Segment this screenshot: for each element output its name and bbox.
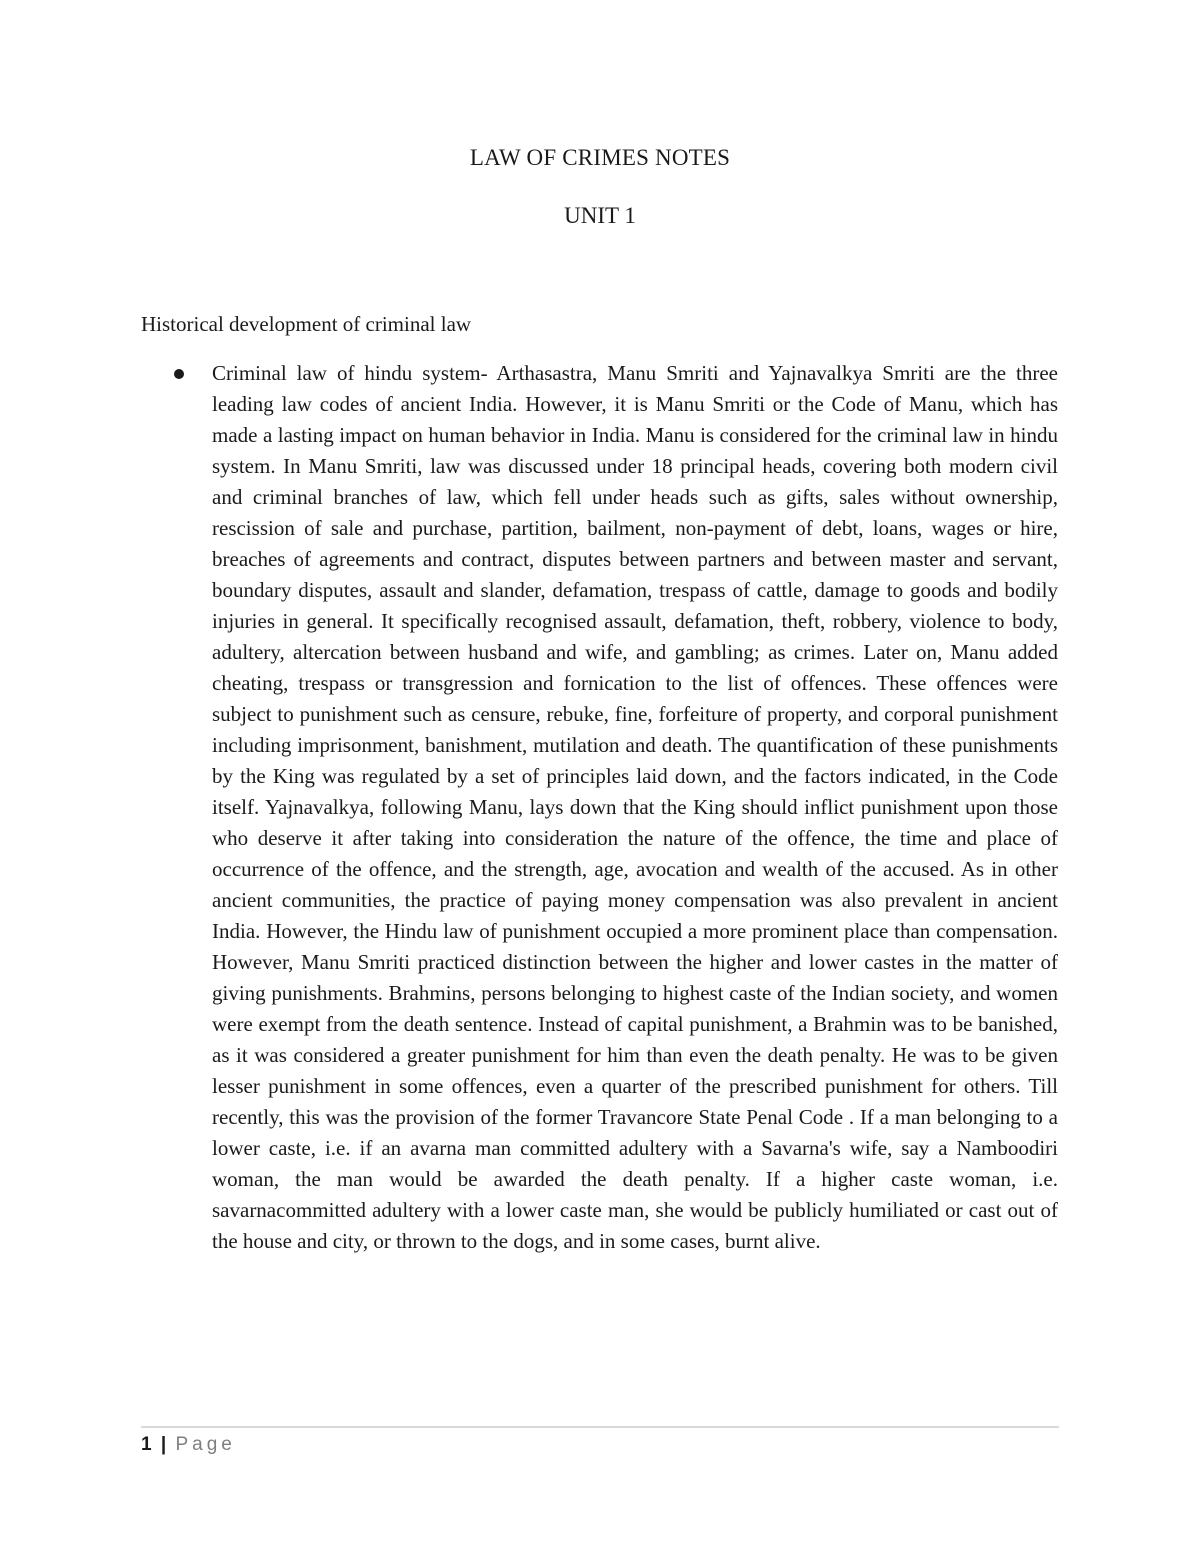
page-label: Page [175, 1434, 236, 1455]
document-title: LAW OF CRIMES NOTES [469, 145, 731, 170]
footer-divider [141, 1426, 1059, 1428]
footer-separator: | [160, 1434, 167, 1455]
unit-heading: UNIT 1 [564, 203, 636, 228]
page-number: 1 [141, 1434, 152, 1455]
bullet-paragraph: Criminal law of hindu system- Arthasastra, Manu Smriti and Yajnavalkya Smriti are the three leading law codes of ancient India. However, it is Manu Smriti or the Code of Manu, which has made a lasting impact on human behavior in India. Manu is considered for the criminal law in hindu system. In Manu Smriti, law was discussed under 18 principal heads, covering both modern civil and criminal branches of law, which fell under heads such as gifts, sales without ownership, rescission of sale and purchase, partition, bailment, non-payment of debt, loans, wages or hire, breaches of agreements and contract, disputes between partners and between master and servant, boundary disputes, assault and slander, defamation, trespass of cattle, damage to goods and bodily injuries in general. It specifically recognised assault, defamation, theft, robbery, violence to body, adultery, altercation between husband and wife, and gambling; as crimes. Later on, Manu added cheating, trespass or transgression and fornication to the list of offences. These offences were subject to punishment such as censure, rebuke, fine, forfeiture of property, and corporal punishment including imprisonment, banishment, mutilation and death. The quantification of these punishments by the King was regulated by a set of principles laid down, and the factors indicated, in the Code itself. Yajnavalkya, following Manu, lays down that the King should inflict punishment upon those who deserve it after taking into consideration the nature of the offence, the time and place of occurrence of the offence, and the strength, age, avocation and wealth of the accused. As in other ancient communities, the practice of paying money compensation was also prevalent in ancient India. However, the Hindu law of punishment occupied a more prominent place than compensation. However, Manu Smriti practiced distinction between the higher and lower castes in the matter of giving punishments. Brahmins, persons belonging to highest caste of the Indian society, and women were exempt from the death sentence. Instead of capital punishment, a Brahmin was to be banished, as it was considered a greater punishment for him than even the death penalty. He was to be given lesser punishment in some offences, even a quarter of the prescribed punishment for others. Till recently, this was the provision of the former Travancore State Penal Code . If a man belonging to a lower caste, i.e. if an avarna man committed adultery with a Savarna's wife, say a Namboodiri woman, the man would be awarded the death penalty. If a higher caste woman, i.e. savarnacommitted adultery with a lower caste man, she would be publicly humiliated or cast out of the house and city, or thrown to the dogs, and in some cases, burnt alive. [212, 361, 1058, 1253]
page-footer [141, 1432, 236, 1458]
bullet-icon [174, 369, 184, 379]
section-heading: Historical development of criminal law [141, 312, 472, 336]
